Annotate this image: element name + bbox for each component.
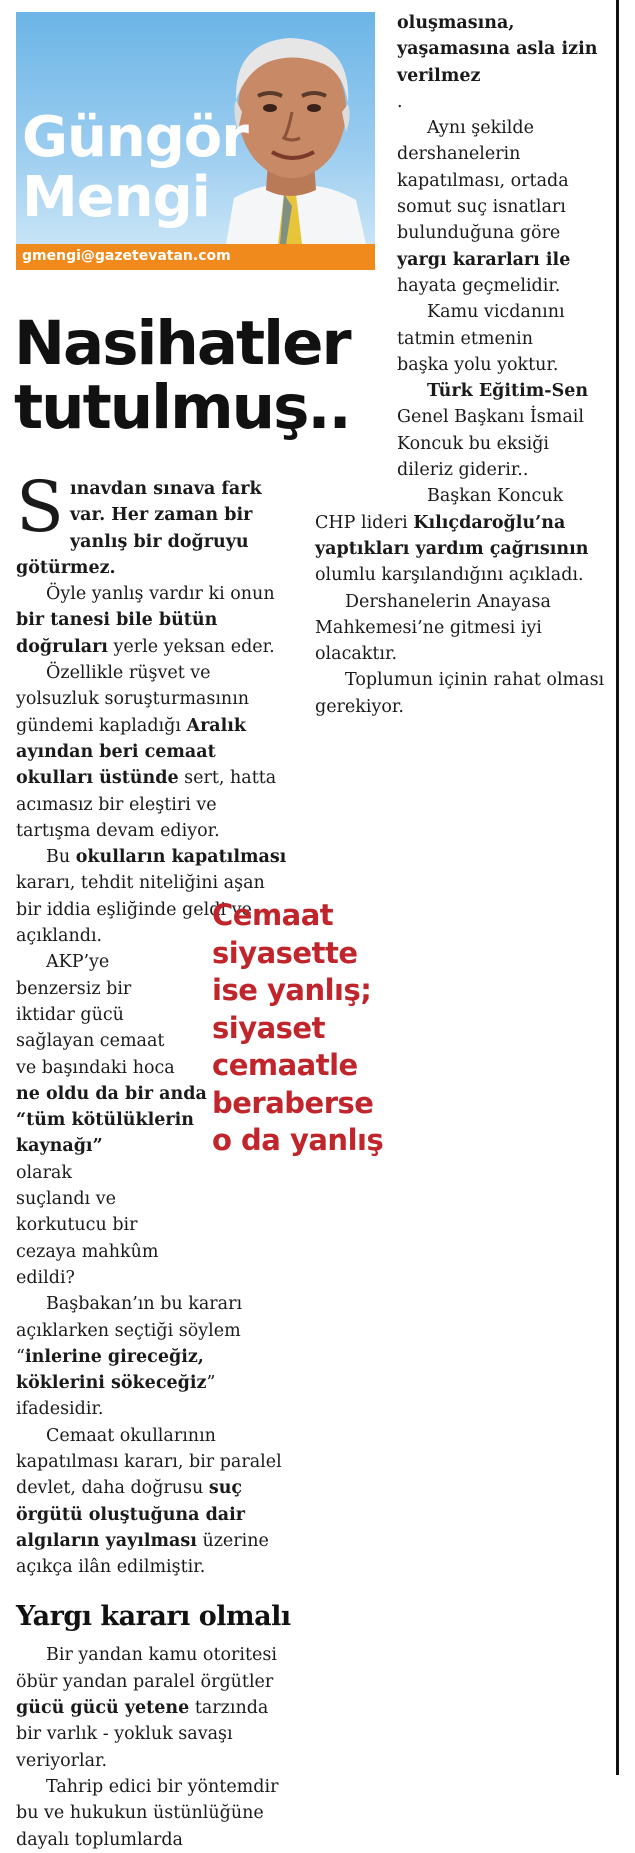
pull-quote-line: beraberse	[212, 1085, 374, 1120]
author-last-name: Mengi	[22, 165, 210, 230]
text-line: Koncuk bu eksiği	[397, 433, 550, 454]
pull-quote-line: ise yanlış;	[212, 973, 372, 1007]
text: Cemaat okullarının kapatılması kararı, bir paralel devlet, daha doğrusu	[16, 1425, 282, 1499]
text: Özellikle rüşvet ve yolsuzluk soruşturmasının gündemi kapladığı	[16, 663, 250, 736]
text-line: başka yolu yoktur.	[397, 354, 559, 375]
bold-line: oluşmasına,	[397, 13, 515, 33]
text: tarzında bir varlık - yokluk savaşı veriyorlar.	[16, 1698, 269, 1771]
article-column-2	[315, 10, 605, 720]
text-line: ve başındaki hoca	[16, 1057, 175, 1078]
text: yerle yeksan eder.	[107, 636, 275, 657]
text-line: hayata geçmelidir.	[397, 275, 561, 296]
column-rule	[616, 0, 619, 1775]
text-line: AKP’ye	[46, 952, 110, 973]
pull-quote-line: siyaset	[212, 1010, 325, 1045]
paragraph-7	[16, 1423, 293, 1581]
paragraph-toplum: Toplumun içinin rahat olması gerekiyor.	[315, 670, 605, 717]
text-line: suçlandı ve	[16, 1189, 116, 1210]
bold-text: suç örgütü oluştuğuna dair algıların yayılması	[16, 1478, 246, 1551]
text: CHP lideri	[315, 512, 414, 533]
text-line: edildi?	[16, 1267, 75, 1288]
author-email[interactable]: gmengi@gazetevatan.com	[22, 248, 231, 264]
headline-line-2: tutulmuş..	[14, 372, 350, 443]
paragraph-6	[16, 1291, 293, 1422]
paragraph-1	[16, 466, 293, 581]
text: olarak	[16, 1162, 72, 1183]
paragraph-2	[16, 581, 293, 660]
bold-line: “tüm kötülüklerin	[16, 1110, 194, 1131]
pull-quote-line: o da yanlış	[212, 1123, 384, 1157]
bold-text: okulların kapatılması	[75, 847, 287, 868]
bold-line: Türk Eğitim-Sen	[427, 381, 589, 402]
text: Bir yandan kamu otoritesi öbür yandan paralel örgütler	[16, 1645, 277, 1692]
headline-line-1: Nasihatler	[14, 308, 350, 379]
pull-quote-line: siyasette	[212, 935, 358, 970]
text-line: bulunduğuna göre	[397, 223, 561, 244]
article-headline	[14, 308, 354, 443]
text: Başbakan’ın bu kararı açıklarken seçtiği söylem “	[16, 1294, 243, 1367]
pull-quote-line: cemaatle	[212, 1048, 358, 1082]
text-line: tatmin etmenin	[397, 328, 534, 349]
paragraph-3	[16, 660, 293, 844]
text-line: korkutucu bir	[16, 1215, 138, 1236]
bold-text: Kılıçdaroğlu’na yaptıkları yardım çağrısının	[315, 512, 589, 559]
text: Bu	[46, 847, 76, 868]
article-column-1	[16, 466, 293, 1853]
bold-line: yargı kararları ile	[397, 249, 571, 270]
bold-text: kaynağı”	[16, 1136, 103, 1157]
bold-text: bir tanesi bile bütün doğruları	[16, 610, 218, 657]
text: ” ifadesidir.	[16, 1373, 216, 1420]
subheading: Yargı kararı olmalı	[16, 1601, 291, 1633]
text-line: Kamu vicdanını	[427, 302, 565, 323]
drop-cap: S	[16, 466, 64, 548]
bold-text: verilmez	[397, 65, 481, 86]
author-name	[22, 105, 248, 230]
text: sert, hatta acımasız bir eleştiri ve tartışma devam ediyor.	[16, 768, 277, 841]
text-line: somut suç isnatları	[397, 197, 566, 218]
paragraph-chp	[315, 510, 605, 589]
text: .	[397, 91, 403, 112]
bold-text: Aralık ayından beri cemaat okulları üstünde	[16, 715, 247, 789]
text-line: benzersiz bir	[16, 978, 132, 999]
pull-quote	[212, 897, 432, 1160]
text-line: dershanelerin	[397, 144, 521, 165]
text: olumlu karşılandığını açıkladı.	[315, 565, 584, 586]
bold-text: inlerine gireceğiz, köklerini sökeceğiz	[16, 1346, 207, 1394]
paragraph-dershane: Dershanelerin Anayasa Mahkemesi’ne gitmesi iyi olacaktır.	[315, 591, 551, 665]
text-line: kapatılması, ortada	[397, 170, 569, 191]
text-line: dileriz giderir..	[397, 460, 529, 481]
author-first-name: Güngör	[22, 105, 248, 170]
paragraph-8	[16, 1642, 293, 1773]
bold-line: ne oldu da bir anda	[16, 1083, 207, 1104]
text-line: sağlayan cemaat	[16, 1031, 165, 1052]
col2-top-block	[315, 10, 605, 510]
text: Öyle yanlış vardır ki onun	[46, 584, 275, 605]
text-line: Aynı şekilde	[427, 118, 534, 139]
text: üzerine açıkça ilân edilmiştir.	[16, 1530, 269, 1578]
text-line: Genel Başkanı İsmail	[397, 407, 584, 428]
text-line: cezaya mahkûm	[16, 1241, 159, 1262]
text-line: Başkan Koncuk	[427, 486, 564, 507]
bold-text: gücü gücü yetene	[16, 1698, 190, 1719]
text-line: iktidar gücü	[16, 1004, 124, 1025]
lead-bold: ınavdan sınava fark var. Her zaman bir yanlış bir doğruyu götürmez.	[16, 479, 262, 578]
paragraph-9: Tahrip edici bir yöntemdir bu ve hukukun üstünlüğüne dayalı toplumlarda	[16, 1776, 279, 1850]
text: kararı, tehdit niteliğini aşan bir iddia eşliğinde geldi ve açıklandı.	[16, 873, 265, 947]
pull-quote-line: Cemaat	[212, 898, 334, 932]
bold-line: yaşamasına asla izin	[397, 39, 598, 60]
